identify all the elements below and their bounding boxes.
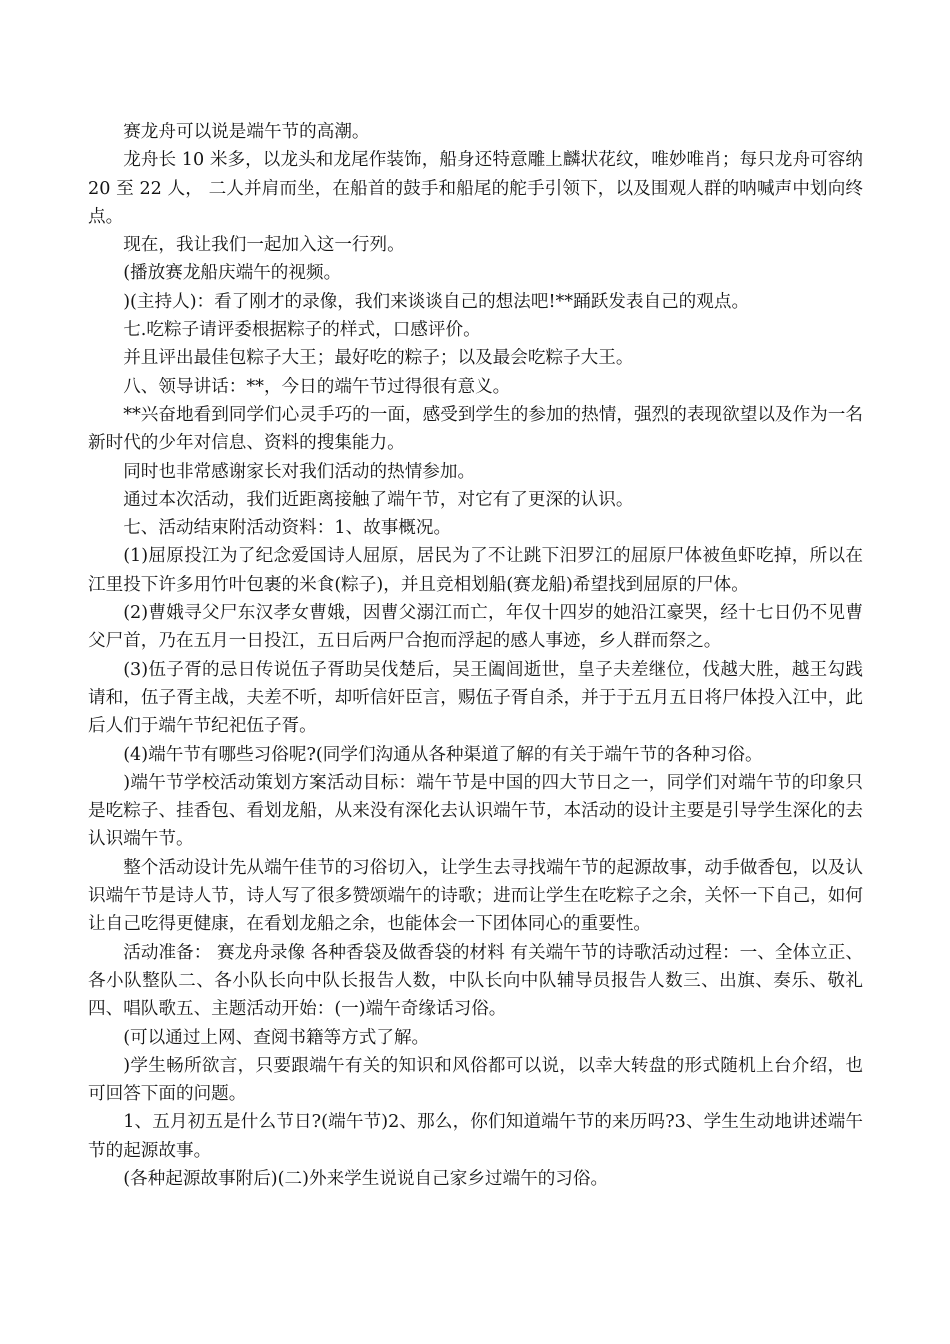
paragraph: 并且评出最佳包粽子大王；最好吃的粽子；以及最会吃粽子大王。 (123, 348, 634, 369)
paragraph: (各种起源故事附后)(二)外来学生说说自己家乡过端午的习俗。 (123, 1168, 609, 1189)
paragraph: 龙舟长 10 米多，以龙头和龙尾作装饰，船身还特意雕上麟状花纹，唯妙唯肖；每只龙舟可容纳 20 至 22 人， 二人并肩而坐，在船首的鼓手和船尾的舵手引领下，以及围观人群的呐喊声中划向终点。 (88, 150, 863, 227)
paragraph: 现在，我让我们一起加入这一行列。 (123, 235, 405, 256)
paragraph: 八、领导讲话：**，今日的端午节过得很有意义。 (123, 376, 511, 397)
paragraph: )端午节学校活动策划方案活动目标：端午节是中国的四大节日之一，同学们对端午节的印象只是吃粽子、挂香包、看划龙船，从来没有深化去认识端午节，本活动的设计主要是引导学生深化的去认识端午节。 (88, 772, 863, 850)
document-body (88, 118, 863, 1193)
paragraph: 通过本次活动，我们近距离接触了端午节，对它有了更深的认识。 (123, 489, 634, 510)
paragraph: 整个活动设计先从端午佳节的习俗切入，让学生去寻找端午节的起源故事，动手做香包，以及认识端午节是诗人节，诗人写了很多赞颂端午的诗歌；进而让学生在吃粽子之余，关怀一下自己，如何让自己吃得更健康，在看划龙船之余，也能体会一下团体同心的重要性。 (88, 857, 863, 935)
paragraph: 1、五月初五是什么节日?(端午节)2、那么，你们知道端午节的来历吗?3、学生生动地讲述端午节的起源故事。 (88, 1112, 863, 1161)
paragraph: (4)端午节有哪些习俗呢?(同学们沟通从各种渠道了解的有关于端午节的各种习俗。 (123, 744, 763, 765)
paragraph: (可以通过上网、查阅书籍等方式了解。 (123, 1027, 430, 1048)
paragraph: 同时也非常感谢家长对我们活动的热情参加。 (123, 461, 476, 482)
paragraph: )(主持人)：看了刚才的录像，我们来谈谈自己的想法吧!**踊跃发表自己的观点。 (123, 291, 750, 312)
paragraph: )学生畅所欲言，只要跟端午有关的知识和风俗都可以说，以幸大转盘的形式随机上台介绍，也可回答下面的问题。 (88, 1055, 863, 1105)
paragraph: (1)屈原投江为了纪念爱国诗人屈原，居民为了不让跳下汨罗江的屈原尸体被鱼虾吃掉，所以在江里投下许多用竹叶包裹的米食(粽子)，并且竞相划船(赛龙船)希望找到屈原的尸体。 (88, 546, 863, 595)
paragraph: (2)曹娥寻父尸东汉孝女曹娥，因曹父溺江而亡，年仅十四岁的她沿江豪哭，经十七日仍不见曹父尸首，乃在五月一日投江，五日后两尸合抱而浮起的感人事迹，乡人群而祭之。 (88, 603, 863, 652)
paragraph: 活动准备： 赛龙舟录像 各种香袋及做香袋的材料 有关端午节的诗歌活动过程：一、全体立正、各小队整队二、各小队长向中队长报告人数，中队长向中队辅导员报告人数三、出旗、奏乐、敬礼四、唱队歌五、主题活动开始：(一)端午奇缘话习俗。 (88, 942, 863, 1020)
paragraph: **兴奋地看到同学们心灵手巧的一面，感受到学生的参加的热情，强烈的表现欲望以及作为一名新时代的少年对信息、资料的搜集能力。 (88, 404, 863, 454)
paragraph: (播放赛龙船庆端午的视频。 (123, 263, 342, 284)
paragraph: 七、活动结束附活动资料：1、故事概况。 (123, 518, 452, 539)
paragraph: (3)伍子胥的忌日传说伍子胥助吴伐楚后，吴王阖闾逝世，皇子夫差继位，伐越大胜，越王勾践请和，伍子胥主战，夫差不听，却听信奸臣言，赐伍子胥自杀，并于于五月五日将尸体投入江中，此后人们于端午节纪祀伍子胥。 (88, 659, 863, 737)
paragraph: 赛龙舟可以说是端午节的高潮。 (123, 122, 370, 142)
paragraph: 七.吃粽子请评委根据粽子的样式，口感评价。 (123, 320, 481, 341)
